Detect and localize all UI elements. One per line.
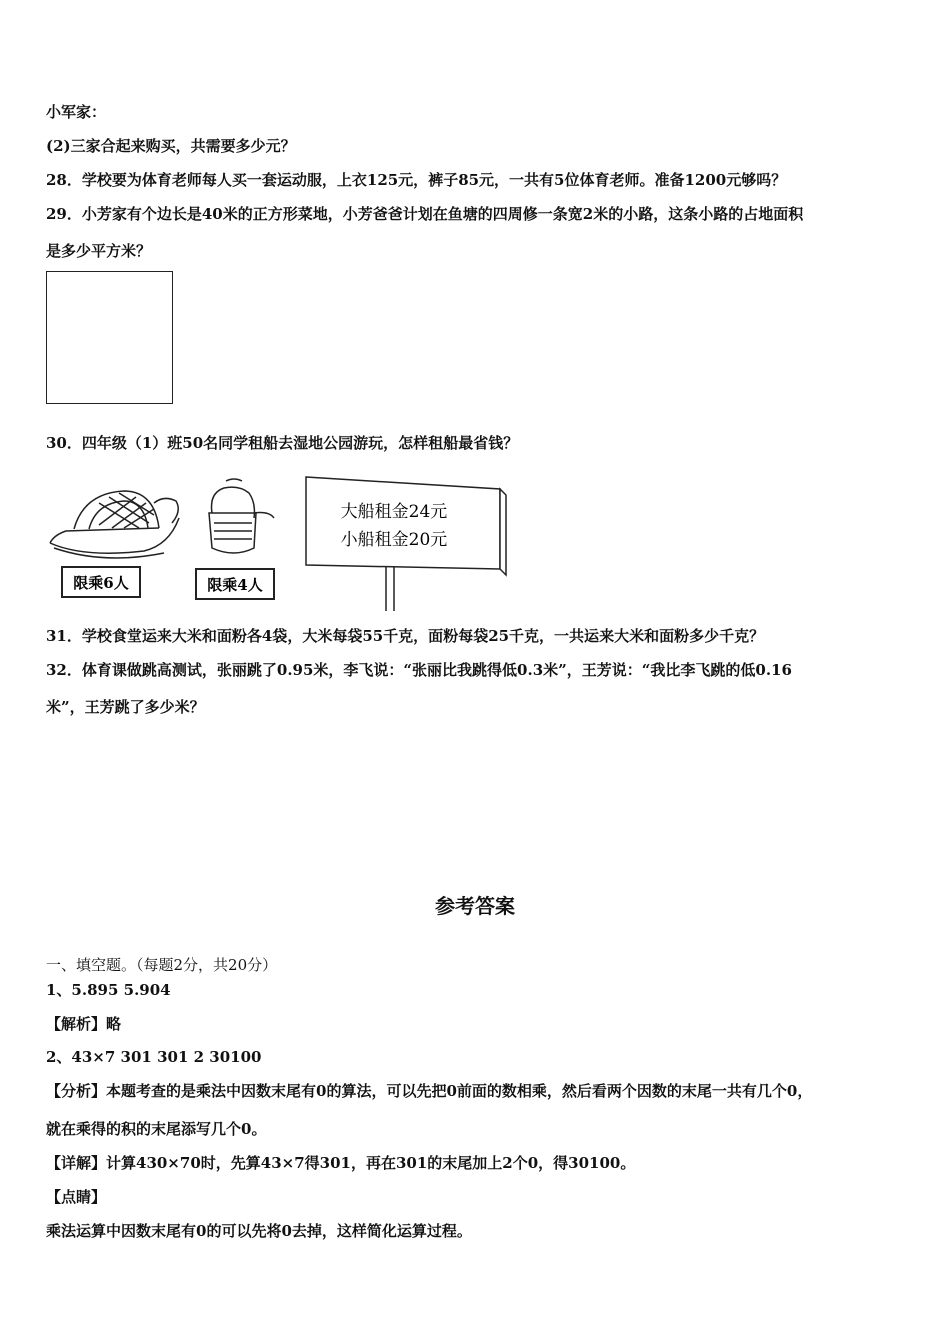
sign-line2: 小船租金20元 [340, 530, 448, 550]
q30-text: 30．四年级（1）班50名同学租船去湿地公园游玩，怎样租船最省钱？ [46, 434, 519, 452]
answer-1: 1、5.895 5.904 [46, 981, 171, 999]
boat-rental-figure [44, 473, 514, 613]
answer-2-analysis-line2: 就在乘得的积的末尾添写几个0。 [46, 1120, 267, 1138]
big-boat-illustration [50, 491, 179, 558]
q28-text: 28．学校要为体育老师每人买一套运动服，上衣125元，裤子85元，一共有5位体育老师。准备1200元够吗？ [46, 171, 787, 189]
q31-text: 31．学校食堂运来大米和面粉各4袋，大米每袋55千克，面粉每袋25千克，一共运来大米和面粉多少千克？ [46, 627, 765, 645]
answer-2-analysis-line1: 【分析】本题考查的是乘法中因数末尾有0的算法，可以先把0前面的数相乘，然后看两个因数的末尾一共有几个0， [46, 1082, 813, 1100]
q27-tail-text: 小军家： [46, 103, 107, 121]
answer-2-detail: 【详解】计算430×70时，先算43×7得301，再在301的末尾加上2个0，得30100。 [46, 1154, 636, 1172]
answer-2-comment-label: 【点睛】 [46, 1188, 107, 1206]
answers-title: 参考答案 [435, 894, 515, 918]
q32-text-line1: 32．体育课做跳高测试，张丽跳了0.95米，李飞说：“张丽比我跳得低0.3米”，王芳说：“我比李飞跳的低0.16 [46, 661, 792, 679]
q32-text-line2: 米”，王芳跳了多少米？ [46, 698, 205, 716]
q29-text-line2: 是多少平方米？ [46, 242, 152, 260]
answer-2: 2、43×7 301 301 2 30100 [46, 1048, 262, 1066]
answer-2-comment: 乘法运算中因数末尾有0的可以先将0去掉，这样简化运算过程。 [46, 1222, 472, 1240]
small-boat-label: 限乘4人 [207, 576, 263, 594]
answers-section-heading: 一、填空题。（每题2分，共20分） [46, 956, 278, 974]
sign-line1: 大船租金24元 [340, 502, 448, 522]
answer-1-analysis: 【解析】略 [46, 1015, 122, 1033]
small-boat-illustration [209, 479, 274, 553]
q29-text-line1: 29．小芳家有个边长是40米的正方形菜地，小芳爸爸计划在鱼塘的四周修一条宽2米的小路，这条小路的占地面积 [46, 205, 804, 223]
square-field-figure [46, 271, 173, 404]
big-boat-label: 限乘6人 [73, 574, 129, 592]
q27-part2-text: (2)三家合起来购买，共需要多少元？ [46, 137, 296, 155]
